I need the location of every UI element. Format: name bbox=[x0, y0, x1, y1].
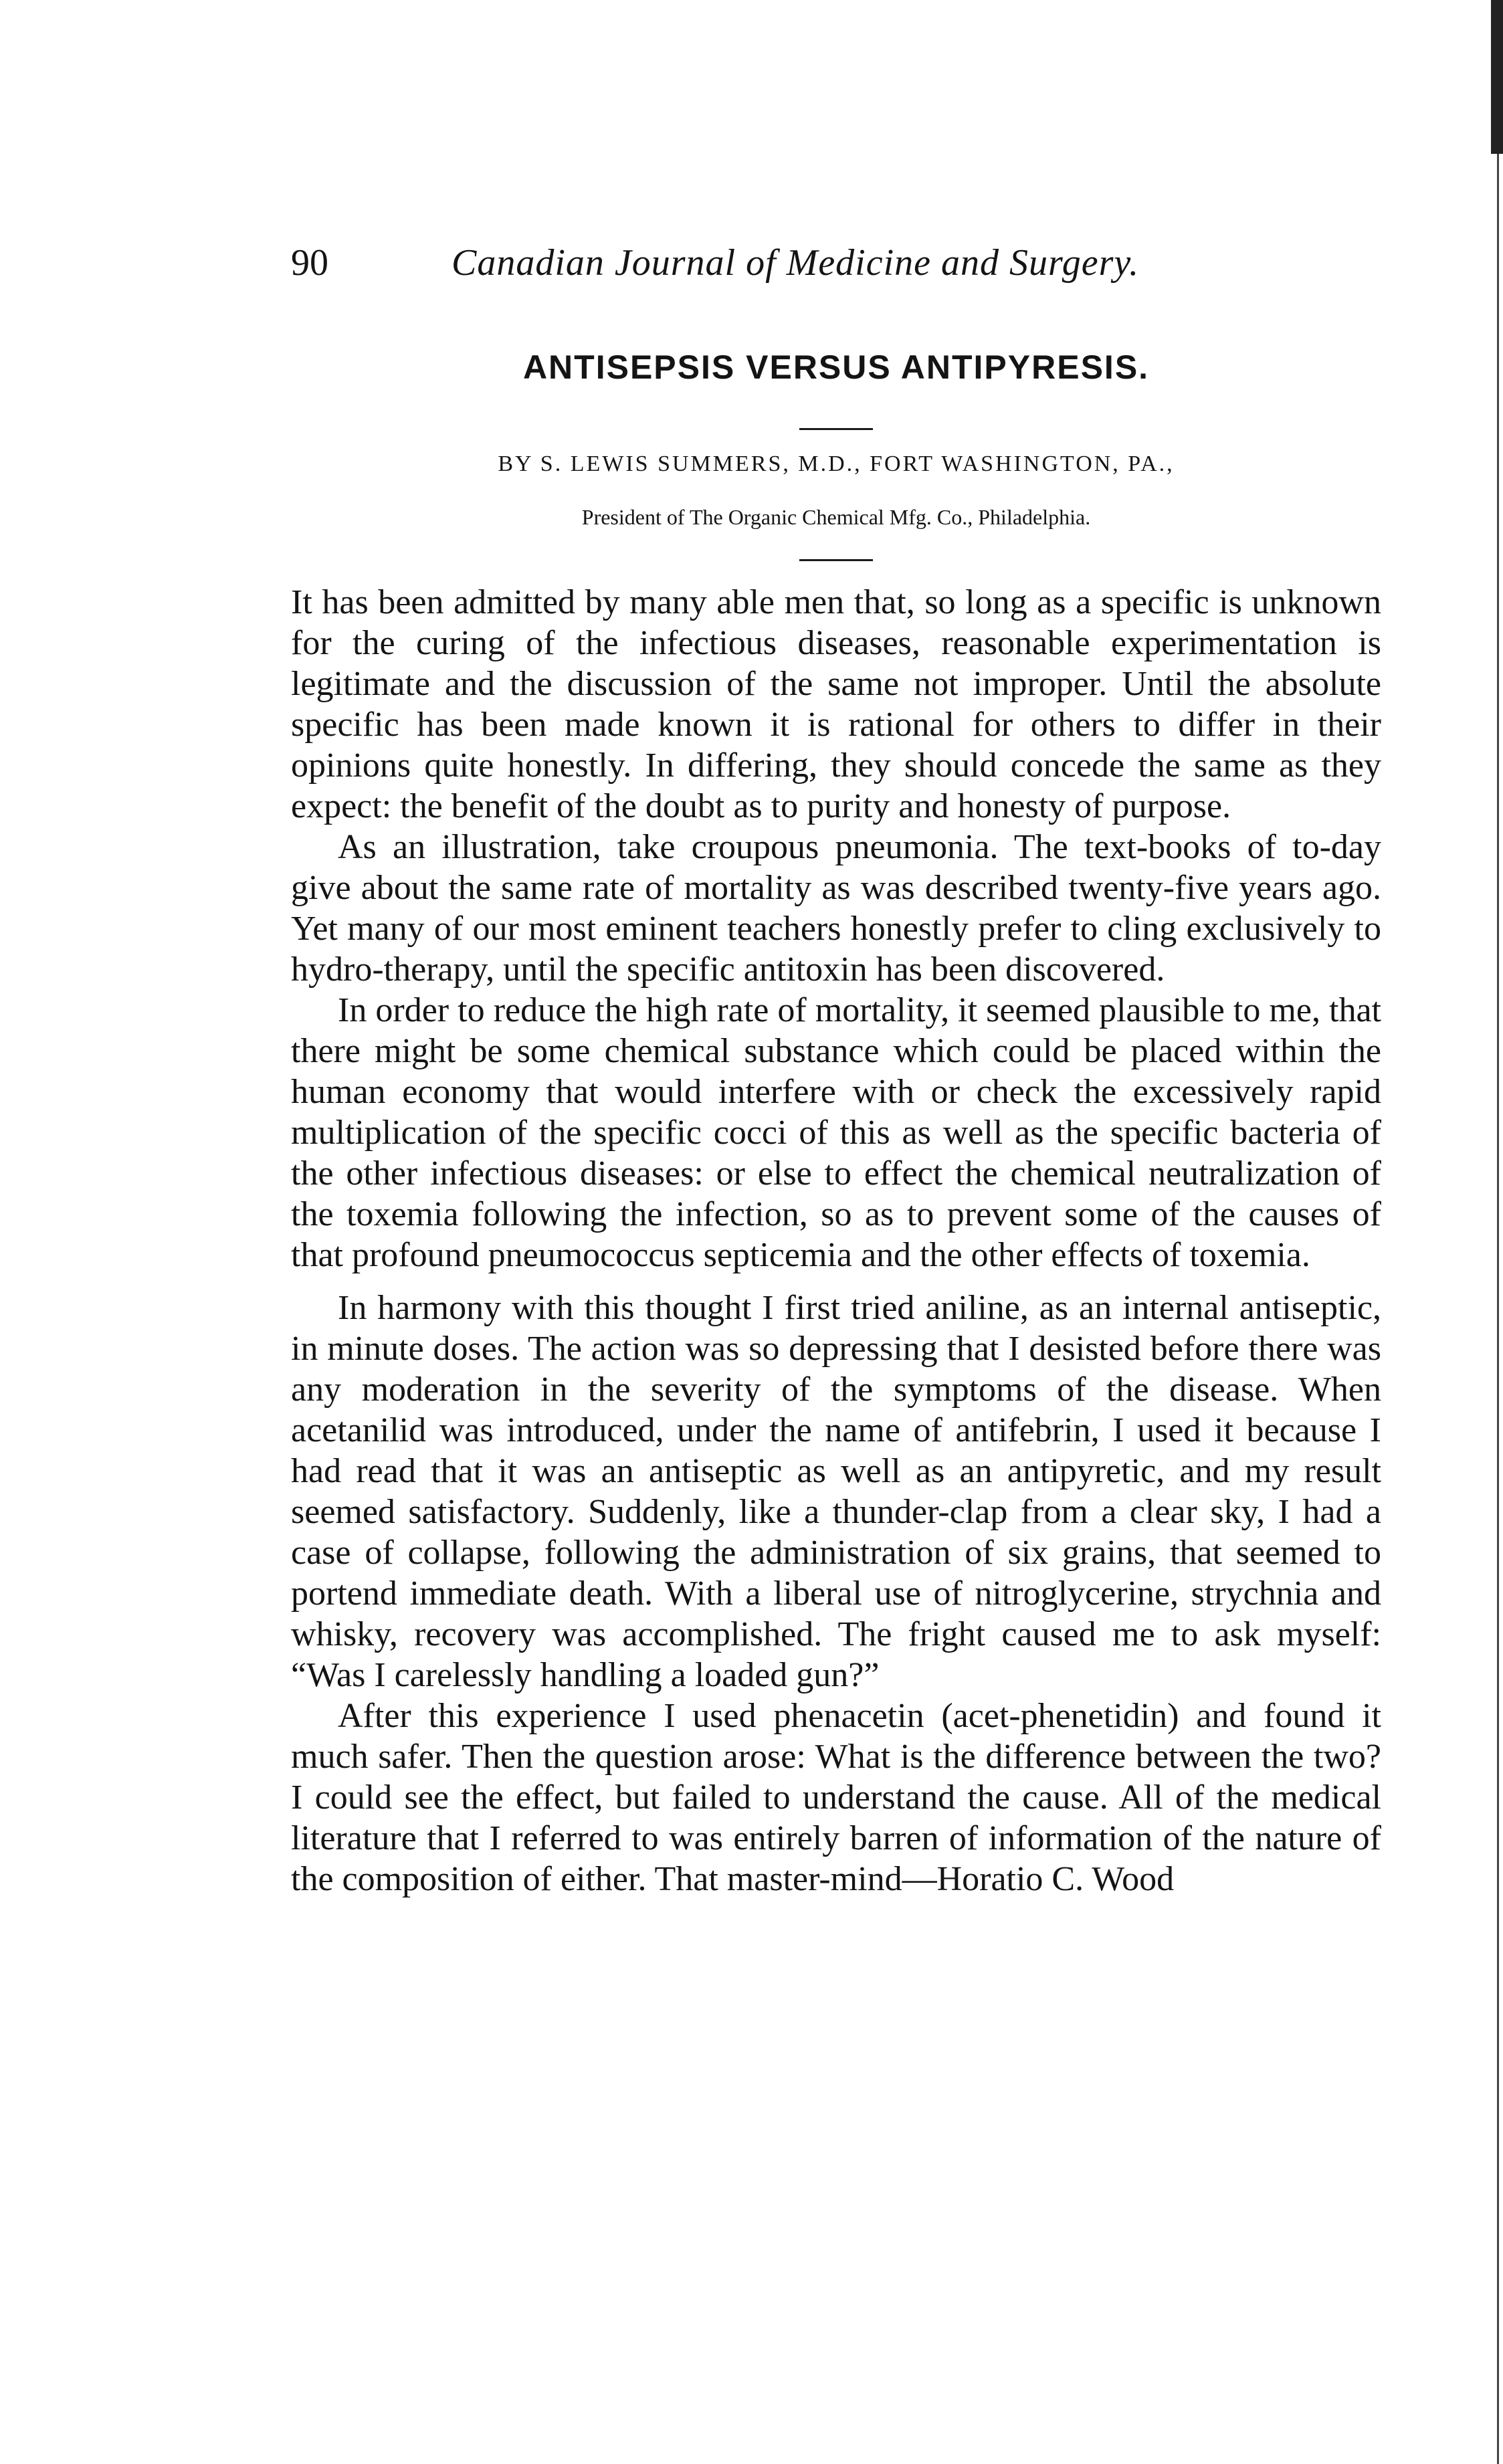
page-edge-mark bbox=[1491, 0, 1503, 154]
paragraph: It has been admitted by many able men that, so long as a specific is unknown for the curing of the infectious diseases, reasonable experimentation is legitimate and the discussion of the same not improper. Until the absolute specific has been made known it is rational for others to differ in their opinions quite honestly. In differing, they should concede the same as they expect: the benefit of the doubt as to purity and honesty of purpose. bbox=[291, 583, 1381, 825]
paragraph: In order to reduce the high rate of mortality, it seemed plausible to me, that there might be some chemical substance which could be placed within the human economy that would interfere with or check the excessively rapid multiplication of the specific cocci of this as well as the specific bacteria of the other infectious diseases: or else to effect the chemical neutralization of the toxemia following the infection, so as to prevent some of the causes of that profound pneumococcus septicemia and the other effects of toxemia. bbox=[291, 991, 1381, 1274]
running-head bbox=[291, 233, 1381, 293]
page-number: 90 bbox=[291, 242, 328, 284]
title-divider bbox=[799, 428, 873, 430]
paragraph: After this experience I used phenacetin (acet-phenetidin) and found it much safer. Then the question arose: What is the difference between the two? I could see the effect, but failed to understand the cause. All of the medical literature that I referred to was entirely barren of information of the nature of the composition of either. That master-mind—Horatio C. Wood bbox=[291, 1697, 1381, 1898]
paragraph: In harmony with this thought I first tried aniline, as an internal antiseptic, in minute doses. The action was so depressing that I desisted before there was any moderation in the severity of the symptoms of the disease. When acetanilid was introduced, under the name of antifebrin, I used it because I had read that it was an antiseptic as well as an antipyretic, and my result seemed satisfactory. Suddenly, like a thunder-clap from a clear sky, I had a case of collapse, following the administration of six grains, that seemed to portend immediate death. With a liberal use of nitroglycerine, strychnia and whisky, recovery was accomplished. The fright caused me to ask myself: “Was I carelessly handling a loaded gun?” bbox=[291, 1289, 1381, 1694]
paragraph: As an illustration, take croupous pneumonia. The text-books of to-day give about the same rate of mortality as was described twenty-five years ago. Yet many of our most eminent teachers honestly prefer to cling exclusively to hydro-therapy, until the specific antitoxin has been discovered. bbox=[291, 828, 1381, 989]
journal-title: Canadian Journal of Medicine and Surgery. bbox=[452, 242, 1140, 284]
article-title: ANTISEPSIS VERSUS ANTIPYRESIS. bbox=[522, 348, 1150, 386]
byline-divider bbox=[799, 559, 873, 561]
author-affiliation: President of The Organic Chemical Mfg. Co., Philadelphia. bbox=[581, 505, 1091, 529]
author-byline: BY S. LEWIS SUMMERS, M.D., FORT WASHINGTON, PA., bbox=[498, 451, 1175, 476]
page-edge-line bbox=[1497, 154, 1499, 2464]
article-body bbox=[291, 582, 1381, 1900]
